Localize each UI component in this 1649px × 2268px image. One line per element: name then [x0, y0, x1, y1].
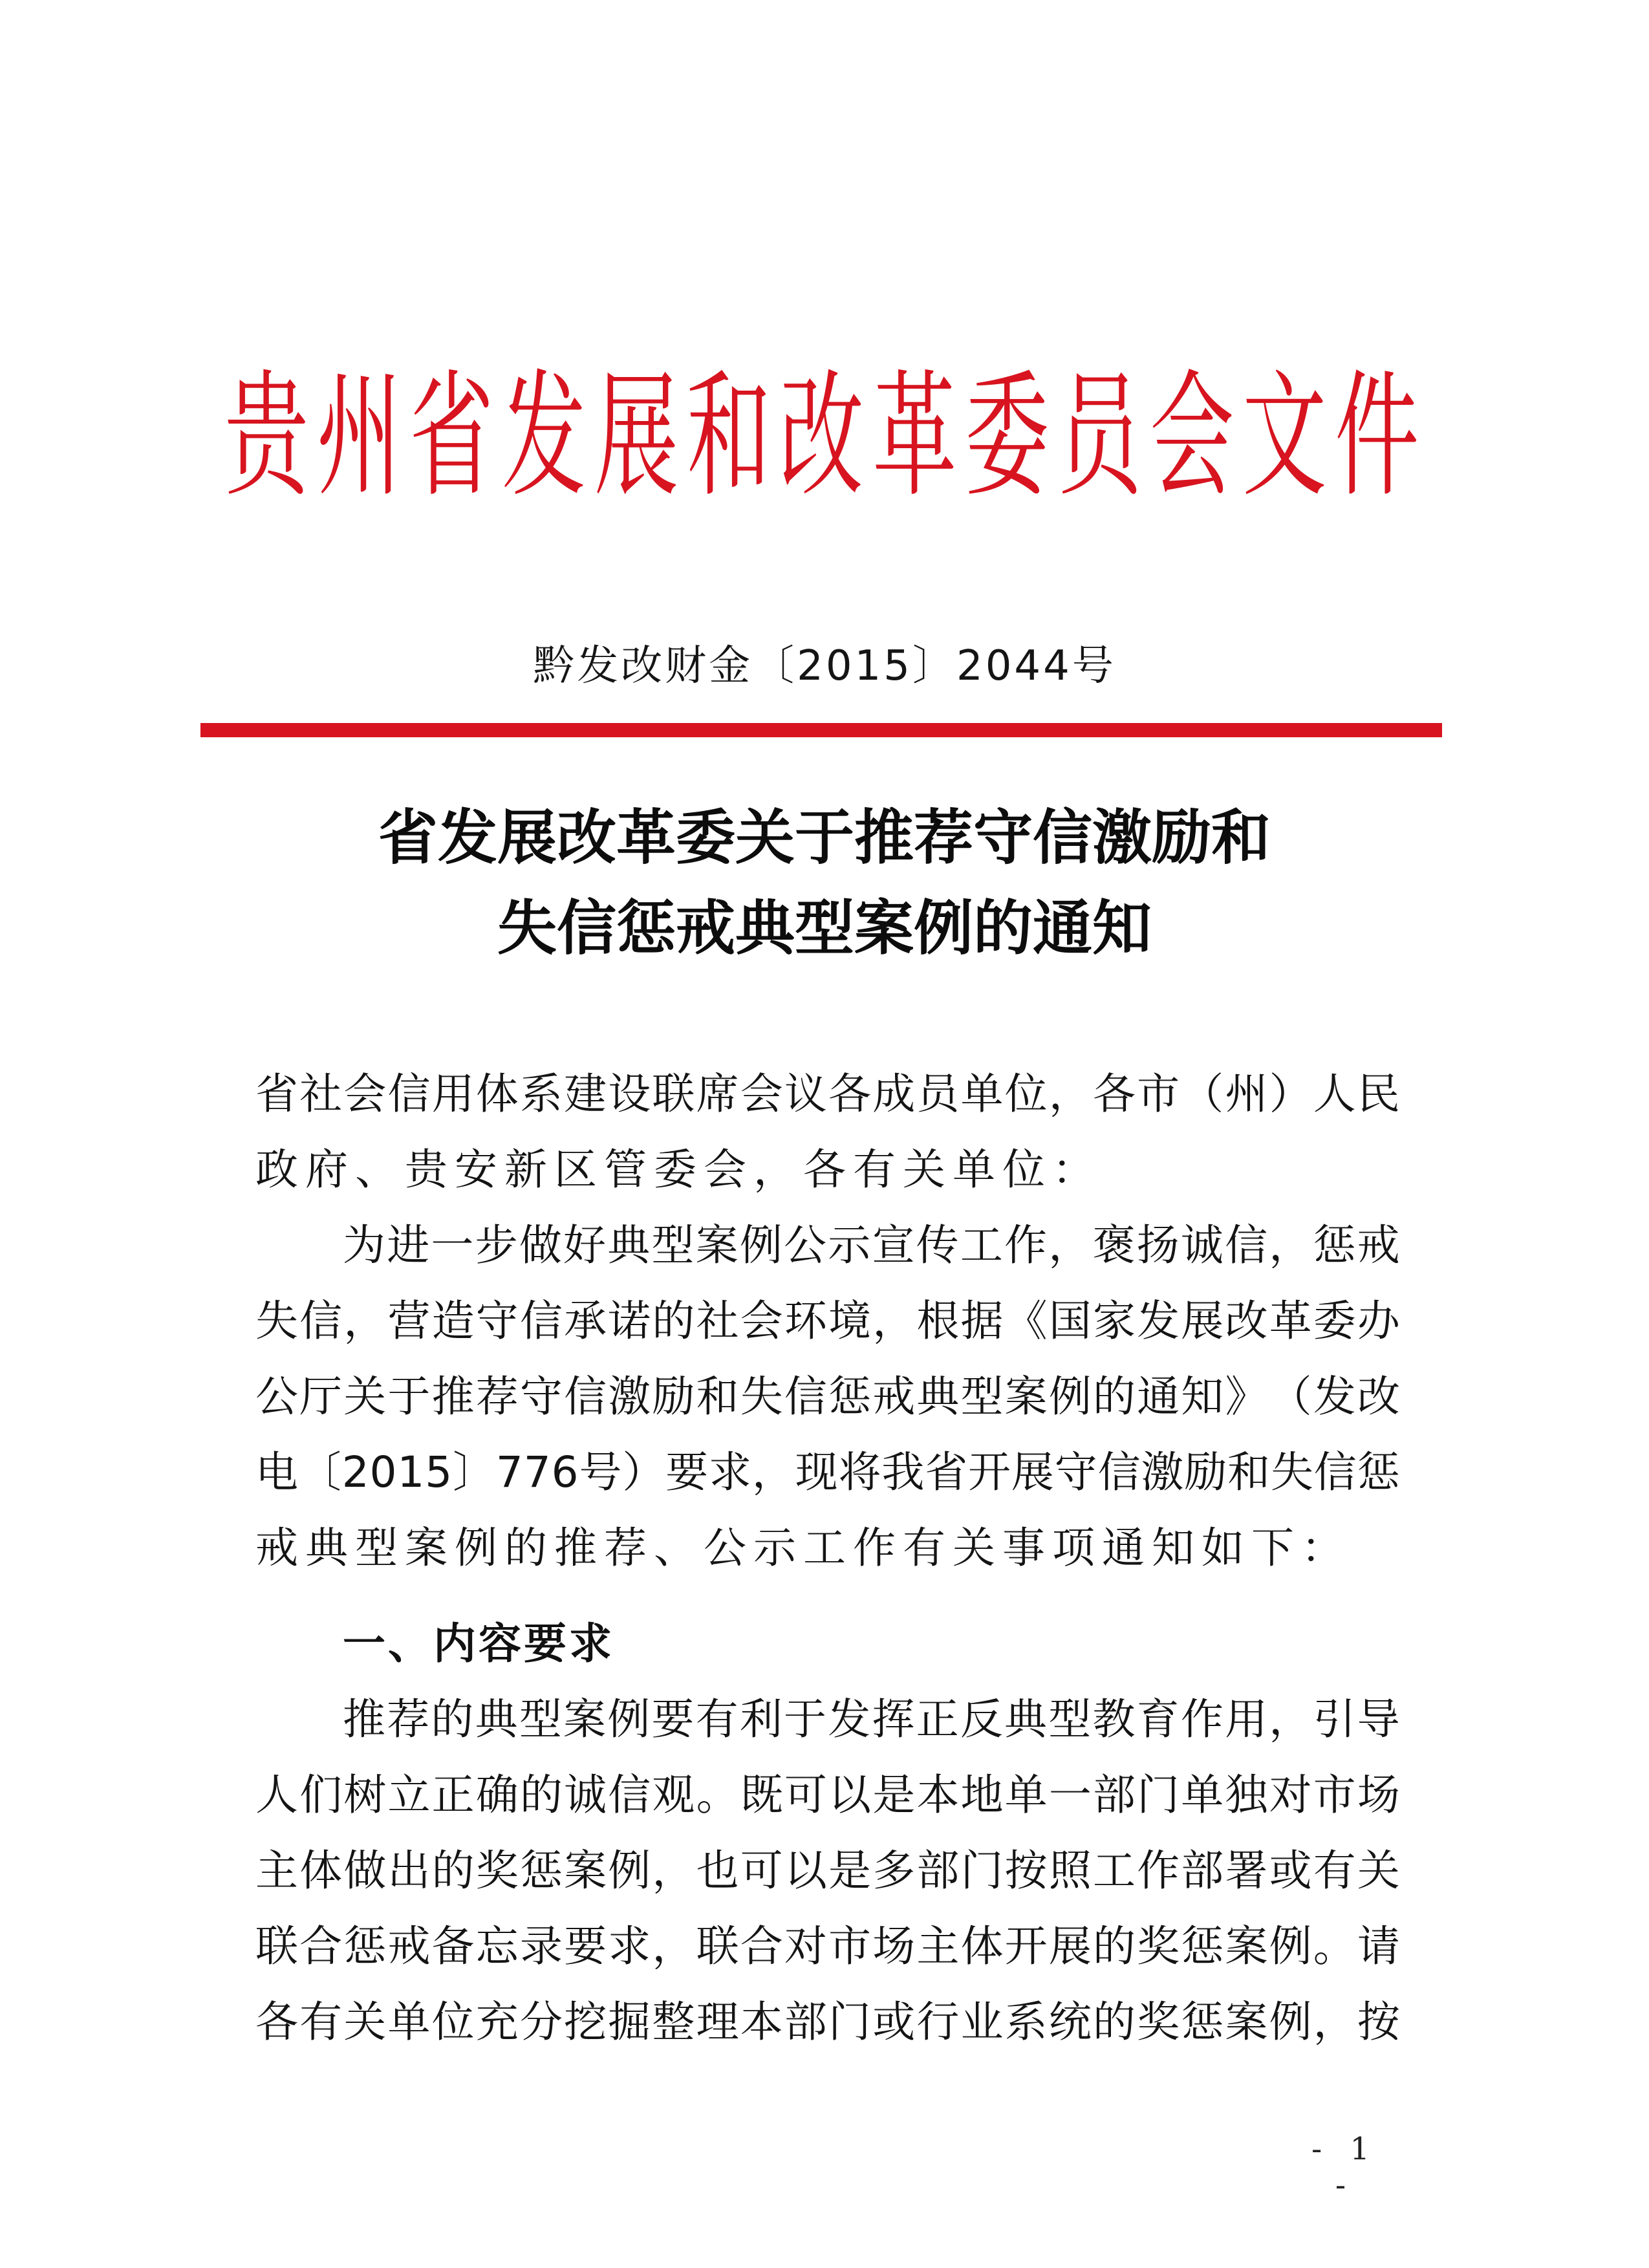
text-char: 充	[475, 1997, 519, 2047]
text-char: 确	[475, 1770, 519, 1820]
text-char: 型	[1048, 1694, 1092, 1744]
text-char: 备	[431, 1921, 475, 1971]
text-char: 合	[299, 1921, 343, 1971]
text-char: 1	[397, 1447, 425, 1497]
text-char: ，	[343, 1296, 387, 1346]
text-char: 〕	[453, 1447, 496, 1497]
text-char: 教	[1092, 1694, 1136, 1744]
text-char: 案	[1225, 1921, 1268, 1971]
text-char: 市	[1137, 1069, 1180, 1119]
text-char: 反	[960, 1694, 1003, 1744]
text-char: 一	[431, 1220, 474, 1270]
text-char: 既	[740, 1770, 783, 1820]
text-char: 守	[1054, 1447, 1097, 1497]
text-char: 作	[1004, 1220, 1048, 1270]
text-char: 设	[608, 1069, 651, 1119]
text-char: 展	[1011, 1447, 1054, 1497]
text-char: 利	[739, 1694, 782, 1744]
text-char: （	[1181, 1069, 1224, 1119]
text-char: 步	[475, 1220, 518, 1270]
text-char: 的	[1092, 1997, 1136, 2047]
text-char: 信	[564, 1372, 607, 1421]
text-char: 发	[828, 1694, 871, 1744]
text-char: 联	[652, 1069, 695, 1119]
text-char: 公	[784, 1220, 827, 1270]
text-char: 民	[1357, 1069, 1400, 1119]
text-char: 展	[1048, 1921, 1092, 1971]
text-char: ，	[1269, 1694, 1312, 1744]
text-char: 例	[1048, 1372, 1092, 1421]
text-char: 行	[916, 1997, 960, 2047]
text-char: 分	[519, 1997, 563, 2047]
text-char: 0	[369, 1447, 397, 1497]
agency-header-char: 州	[317, 357, 402, 515]
text-char: 多	[872, 1846, 916, 1895]
text-char: 的	[652, 1296, 695, 1346]
text-char: 惩	[1357, 1447, 1400, 1497]
text-char: 位	[1004, 1069, 1048, 1119]
text-char: 公	[255, 1372, 298, 1421]
text-char: 知	[1181, 1372, 1224, 1421]
text-char: 的	[431, 1694, 474, 1744]
text-char: 现	[795, 1447, 838, 1497]
text-char: 求	[608, 1921, 651, 1971]
text-char: 要	[665, 1447, 709, 1497]
text-char: 录	[519, 1921, 563, 1971]
text-char: 惩	[1313, 1220, 1356, 1270]
text-char: 案	[1225, 1997, 1268, 2047]
text-char: 可	[784, 1770, 827, 1820]
text-char: 或	[1269, 1846, 1312, 1895]
text-char: ）	[1269, 1069, 1312, 1119]
text-char: 失	[740, 1372, 783, 1421]
text-char: 诚	[564, 1770, 607, 1820]
text-char: （	[1269, 1372, 1312, 1421]
text-char: 育	[1136, 1694, 1180, 1744]
text-char: 或	[872, 1997, 916, 2047]
text-char: 和	[696, 1372, 739, 1421]
text-char: 作	[1137, 1846, 1180, 1895]
agency-header-char: 省	[409, 357, 494, 515]
document-title-line-1: 省发展改革委关于推荐守信激励和	[378, 803, 1271, 872]
text-char: 对	[784, 1921, 827, 1971]
agency-header-char: 委	[964, 357, 1050, 515]
text-char: 建	[564, 1069, 607, 1119]
agency-header-char: 文	[1242, 357, 1327, 515]
text-char: 家	[1092, 1296, 1136, 1346]
text-char: 委	[1313, 1296, 1356, 1346]
text-char: 例	[1269, 1997, 1312, 2047]
text-char: 案	[1004, 1372, 1048, 1421]
text-char: 会	[740, 1069, 783, 1119]
text-char: 和	[1227, 1447, 1271, 1497]
text-char: 部	[916, 1846, 960, 1895]
text-char: 一	[1048, 1770, 1092, 1820]
text-char: 根	[916, 1296, 960, 1346]
paragraph-line	[343, 1681, 1400, 1757]
text-char: 《	[1004, 1296, 1048, 1346]
text-char: 出	[387, 1846, 431, 1895]
text-char: 电	[255, 1447, 298, 1497]
text-char: 国	[1048, 1296, 1092, 1346]
paragraph-line	[255, 1359, 1400, 1434]
text-char: 开	[1004, 1921, 1048, 1971]
text-char: 要	[651, 1694, 695, 1744]
text-char: 求	[708, 1447, 751, 1497]
text-char: 主	[916, 1921, 960, 1971]
text-char: 好	[563, 1220, 607, 1270]
text-char: 统	[1048, 1997, 1092, 2047]
agency-header-char: 员	[1057, 357, 1142, 515]
text-char: 立	[387, 1770, 431, 1820]
text-char: 示	[828, 1220, 871, 1270]
text-char: 通	[1137, 1372, 1180, 1421]
text-char: 有	[299, 1997, 343, 2047]
text-char: 做	[519, 1220, 562, 1270]
text-char: 励	[652, 1372, 695, 1421]
text-char: 引	[1313, 1694, 1356, 1744]
text-char: 部	[1181, 1846, 1224, 1895]
addressee-line: 政府、贵安新区管委会，各有关单位：	[255, 1145, 1102, 1194]
paragraph-line	[255, 1283, 1400, 1359]
text-char: 境	[828, 1296, 872, 1346]
text-char: 奖	[475, 1846, 519, 1895]
text-char: 6	[551, 1447, 579, 1497]
text-char: 改	[1357, 1372, 1400, 1421]
text-char: 关	[343, 1997, 387, 2047]
text-char: 例	[739, 1220, 782, 1270]
text-char: 体	[960, 1921, 1004, 1971]
text-char: 戒	[872, 1372, 916, 1421]
text-char: 奖	[1137, 1997, 1180, 2047]
text-char: 单	[960, 1069, 1004, 1119]
text-char: 革	[1269, 1296, 1312, 1346]
text-char: 有	[1313, 1846, 1356, 1895]
document-title-line-2: 失信惩戒典型案例的通知	[497, 893, 1152, 963]
addressee-line	[255, 1056, 1400, 1132]
text-char: 宣	[872, 1220, 915, 1270]
text-char: 失	[255, 1296, 298, 1346]
text-char: 为	[343, 1220, 385, 1270]
text-char: 厅	[299, 1372, 343, 1421]
text-char: 员	[916, 1069, 960, 1119]
text-char: 的	[1092, 1921, 1136, 1971]
text-char: 也	[696, 1846, 739, 1895]
text-char: ，	[1313, 1997, 1356, 2047]
text-char: 门	[960, 1846, 1004, 1895]
section-heading: 一、内容要求	[343, 1619, 614, 1669]
text-char: 理	[696, 1997, 739, 2047]
text-char: 观	[652, 1770, 695, 1820]
text-char: 是	[828, 1846, 872, 1895]
text-char: 诚	[1180, 1220, 1223, 1270]
text-char: 将	[838, 1447, 881, 1497]
text-char: 典	[475, 1694, 518, 1744]
text-char: 是	[872, 1770, 916, 1820]
text-char: 褒	[1092, 1220, 1136, 1270]
agency-header-char: 展	[594, 357, 679, 515]
text-char: 有	[695, 1694, 738, 1744]
text-char: 人	[1313, 1069, 1356, 1119]
text-char: 要	[564, 1921, 607, 1971]
text-char: 典	[607, 1220, 651, 1270]
text-char: 失	[1270, 1447, 1313, 1497]
text-char: 单	[1181, 1770, 1224, 1820]
text-char: 2	[341, 1447, 369, 1497]
text-char: 信	[1097, 1447, 1141, 1497]
text-char: 正	[431, 1770, 475, 1820]
text-char: 体	[299, 1846, 343, 1895]
text-char: 业	[960, 1997, 1004, 2047]
text-char: 按	[1004, 1846, 1048, 1895]
text-char: 案	[564, 1846, 607, 1895]
text-char: 各	[1092, 1069, 1136, 1119]
text-char: 市	[1313, 1770, 1356, 1820]
text-char: 守	[519, 1372, 563, 1421]
text-char: ，	[1048, 1220, 1092, 1270]
text-char: 守	[475, 1296, 519, 1346]
text-char: 办	[1357, 1296, 1400, 1346]
text-char: 荐	[475, 1372, 519, 1421]
text-char: 做	[343, 1846, 387, 1895]
agency-header-char: 贵	[224, 357, 309, 515]
text-char: 树	[343, 1770, 387, 1820]
text-char: 合	[740, 1921, 783, 1971]
text-char: 发	[1313, 1372, 1356, 1421]
text-char: 典	[916, 1372, 960, 1421]
paragraph-line	[255, 1434, 1400, 1510]
text-char: 成	[872, 1069, 916, 1119]
text-char: 门	[828, 1997, 872, 2047]
text-char: 工	[1092, 1846, 1136, 1895]
text-char: 信	[784, 1372, 827, 1421]
text-char: 社	[696, 1296, 739, 1346]
text-char: 作	[1180, 1694, 1223, 1744]
text-char: 戒	[387, 1921, 431, 1971]
text-char: 对	[1269, 1770, 1312, 1820]
text-char: 的	[1092, 1372, 1136, 1421]
text-char: 扬	[1136, 1220, 1180, 1270]
text-char: 推	[431, 1372, 475, 1421]
text-char: 请	[1357, 1921, 1400, 1971]
text-char: 造	[431, 1296, 475, 1346]
paragraph-line	[255, 1757, 1400, 1833]
text-char: 部	[784, 1997, 827, 2047]
page-number: - 1 -	[1311, 2131, 1379, 2203]
text-char: 联	[696, 1921, 739, 1971]
text-char: 信	[387, 1069, 431, 1119]
text-char: 惩	[1181, 1997, 1224, 2047]
text-char: 会	[740, 1296, 783, 1346]
text-char: ，	[1048, 1069, 1092, 1119]
paragraph-line	[255, 1833, 1400, 1908]
text-char: 按	[1357, 1997, 1400, 2047]
text-char: 据	[960, 1296, 1004, 1346]
text-char: 独	[1225, 1770, 1268, 1820]
text-char: 5	[425, 1447, 453, 1497]
agency-header-char: 件	[1335, 357, 1419, 515]
text-char: 省	[925, 1447, 968, 1497]
text-char: 可	[740, 1846, 783, 1895]
text-char: 例	[607, 1694, 651, 1744]
text-char: 于	[387, 1372, 431, 1421]
text-char: 的	[431, 1846, 475, 1895]
text-char: 型	[960, 1372, 1004, 1421]
text-char: 营	[387, 1296, 431, 1346]
text-char: 》	[1225, 1372, 1268, 1421]
text-char: 部	[1092, 1770, 1136, 1820]
text-char: 于	[784, 1694, 827, 1744]
text-char: 各	[255, 1997, 298, 2047]
text-char: 型	[519, 1694, 562, 1744]
text-char: 导	[1357, 1694, 1400, 1744]
text-char: ，	[872, 1296, 916, 1346]
text-char: 推	[343, 1694, 385, 1744]
text-char: ）	[622, 1447, 665, 1497]
text-char: 主	[255, 1846, 298, 1895]
text-char: 传	[916, 1220, 959, 1270]
text-char: 场	[1357, 1770, 1400, 1820]
text-char: 案	[695, 1220, 738, 1270]
text-char: 系	[1004, 1997, 1048, 2047]
text-char: 发	[1137, 1296, 1180, 1346]
text-char: 正	[916, 1694, 959, 1744]
text-char: 典	[1004, 1694, 1048, 1744]
text-char: 挥	[872, 1694, 915, 1744]
text-char: 席	[696, 1069, 739, 1119]
text-char: 开	[968, 1447, 1011, 1497]
text-char: 〔	[298, 1447, 341, 1497]
text-char: 激	[1141, 1447, 1184, 1497]
text-char: 信	[519, 1296, 563, 1346]
text-char: 掘	[608, 1997, 651, 2047]
text-char: 奖	[1137, 1921, 1180, 1971]
paragraph-line	[255, 1984, 1400, 2060]
text-char: 以	[828, 1770, 872, 1820]
text-char: 位	[431, 1997, 475, 2047]
text-char: 例	[1269, 1921, 1312, 1971]
text-char: 关	[1357, 1846, 1400, 1895]
document-number: 黔发改财金〔2015〕2044号	[533, 642, 1116, 690]
text-char: 议	[784, 1069, 827, 1119]
text-char: 州	[1225, 1069, 1268, 1119]
text-char: 关	[343, 1372, 387, 1421]
text-char: 工	[960, 1220, 1003, 1270]
text-char: 单	[1004, 1770, 1048, 1820]
text-char: 忘	[475, 1921, 519, 1971]
text-char: 7	[495, 1447, 523, 1497]
text-char: 本	[916, 1770, 960, 1820]
text-char: 省	[255, 1069, 298, 1119]
text-char: 们	[299, 1770, 343, 1820]
text-char: 系	[519, 1069, 563, 1119]
text-char: 环	[784, 1296, 827, 1346]
text-char: 市	[828, 1921, 872, 1971]
text-char: 门	[1137, 1770, 1180, 1820]
text-char: 各	[828, 1069, 872, 1119]
text-char: 。	[1313, 1921, 1356, 1971]
text-char: 惩	[828, 1372, 872, 1421]
text-char: 惩	[1181, 1921, 1224, 1971]
agency-header-char: 革	[872, 357, 956, 515]
text-char: ，	[1269, 1220, 1312, 1270]
agency-header-char: 会	[1149, 357, 1234, 515]
text-char: 单	[387, 1997, 431, 2047]
text-char: 惩	[519, 1846, 563, 1895]
text-char: 案	[563, 1694, 607, 1744]
text-char: 人	[255, 1770, 298, 1820]
text-char: 。	[696, 1770, 739, 1820]
text-char: 署	[1225, 1846, 1268, 1895]
paragraph-line: 戒典型案例的推荐、公示工作有关事项通知如下：	[255, 1523, 1351, 1573]
text-char: 7	[523, 1447, 551, 1497]
text-char: 地	[960, 1770, 1004, 1820]
text-char: 承	[564, 1296, 607, 1346]
paragraph-line	[255, 1908, 1400, 1984]
text-char: 照	[1048, 1846, 1092, 1895]
text-char: 本	[740, 1997, 783, 2047]
text-char: 惩	[343, 1921, 387, 1971]
text-char: 的	[519, 1770, 563, 1820]
text-char: 改	[1225, 1296, 1268, 1346]
text-char: 展	[1181, 1296, 1224, 1346]
agency-header-char: 改	[779, 357, 864, 515]
text-char: 用	[431, 1069, 475, 1119]
text-char: 型	[651, 1220, 695, 1270]
text-char: 信	[1313, 1447, 1357, 1497]
text-char: 例	[608, 1846, 651, 1895]
text-char: 号	[579, 1447, 622, 1497]
text-char: 挖	[564, 1997, 607, 2047]
agency-header-char: 和	[687, 357, 771, 515]
red-divider-rule	[200, 723, 1442, 737]
text-char: 励	[1184, 1447, 1227, 1497]
text-char: 社	[299, 1069, 343, 1119]
text-char: 诺	[608, 1296, 651, 1346]
text-char: ，	[751, 1447, 795, 1497]
paragraph-line	[343, 1207, 1400, 1283]
text-char: 荐	[387, 1694, 430, 1744]
text-char: 信	[299, 1296, 343, 1346]
text-char: 以	[784, 1846, 827, 1895]
text-char: 进	[387, 1220, 430, 1270]
text-char: 激	[608, 1372, 651, 1421]
text-char: 戒	[1357, 1220, 1400, 1270]
agency-header	[207, 357, 1419, 515]
text-char: ，	[652, 1846, 695, 1895]
text-char: 信	[1225, 1220, 1268, 1270]
text-char: 场	[872, 1921, 916, 1971]
text-char: 体	[475, 1069, 519, 1119]
text-char: ，	[652, 1921, 695, 1971]
text-char: 会	[343, 1069, 387, 1119]
text-char: 整	[652, 1997, 695, 2047]
text-char: 用	[1225, 1694, 1268, 1744]
text-char: 联	[255, 1921, 298, 1971]
text-char: 信	[608, 1770, 651, 1820]
agency-header-char: 发	[502, 357, 587, 515]
text-char: 我	[881, 1447, 925, 1497]
